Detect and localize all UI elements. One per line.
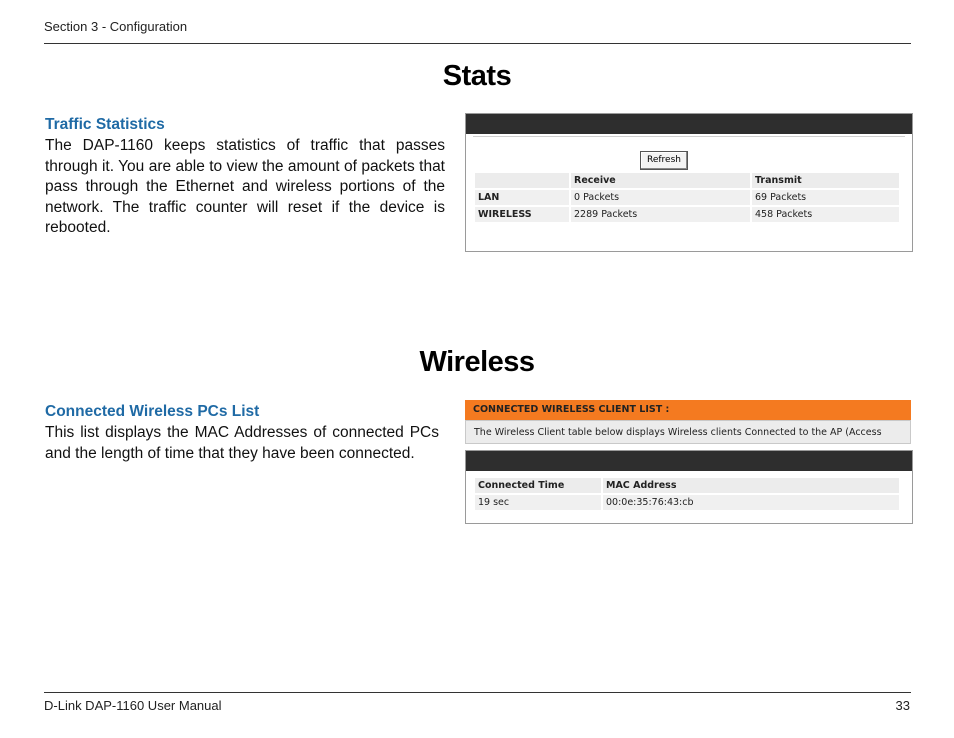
- lan-transmit: 69 Packets: [752, 190, 899, 205]
- client-connected-time: 19 sec: [475, 495, 601, 510]
- table-header-receive: Receive: [571, 173, 750, 188]
- wireless-paragraph: This list displays the MAC Addresses of connected PCs and the length of time that they have been connected.: [45, 424, 439, 462]
- header-divider: [44, 43, 911, 44]
- table-header-row: [475, 478, 899, 493]
- wireless-title: Wireless: [419, 346, 535, 378]
- header-connected-time: Connected Time: [475, 478, 601, 493]
- traffic-statistics-heading: Traffic Statistics: [45, 116, 165, 133]
- stats-panel-divider: [473, 136, 905, 137]
- table-row: [475, 190, 899, 205]
- footer-manual-name: D-Link DAP-1160 User Manual: [44, 698, 222, 713]
- row-label-lan: LAN: [475, 190, 569, 205]
- refresh-button[interactable]: Refresh: [640, 151, 688, 170]
- client-table-titlebar: [466, 451, 912, 471]
- stats-paragraph: The DAP-1160 keeps statistics of traffic that passes through it. You are able to view the amount of packets that pass through the Ethernet and wireless portions of the network. The traffic counter will reset if the device is rebooted.: [45, 137, 445, 236]
- stats-title: Stats: [442, 60, 512, 92]
- client-list-title: CONNECTED WIRELESS CLIENT LIST :: [465, 400, 911, 420]
- table-header-row: [475, 173, 899, 188]
- row-label-wireless: WIRELESS: [475, 207, 569, 222]
- page-number: 33: [895, 698, 910, 713]
- section-header: Section 3 - Configuration: [44, 19, 188, 34]
- table-header-transmit: Transmit: [752, 173, 899, 188]
- stats-panel-titlebar: [466, 114, 912, 134]
- table-row: [475, 207, 899, 222]
- table-header-cell: [475, 173, 569, 188]
- wireless-transmit: 458 Packets: [752, 207, 899, 222]
- header-mac-address: MAC Address: [603, 478, 899, 493]
- client-list-panel: [465, 400, 911, 444]
- wireless-receive: 2289 Packets: [571, 207, 750, 222]
- table-row: [475, 495, 899, 510]
- client-mac-address: 00:0e:35:76:43:cb: [603, 495, 899, 510]
- lan-receive: 0 Packets: [571, 190, 750, 205]
- client-table: [473, 476, 901, 512]
- traffic-stats-table: [473, 171, 901, 224]
- footer-divider: [44, 692, 911, 693]
- connected-wireless-heading: Connected Wireless PCs List: [45, 403, 260, 420]
- client-list-info: The Wireless Client table below displays Wireless clients Connected to the AP (Access: [465, 420, 911, 444]
